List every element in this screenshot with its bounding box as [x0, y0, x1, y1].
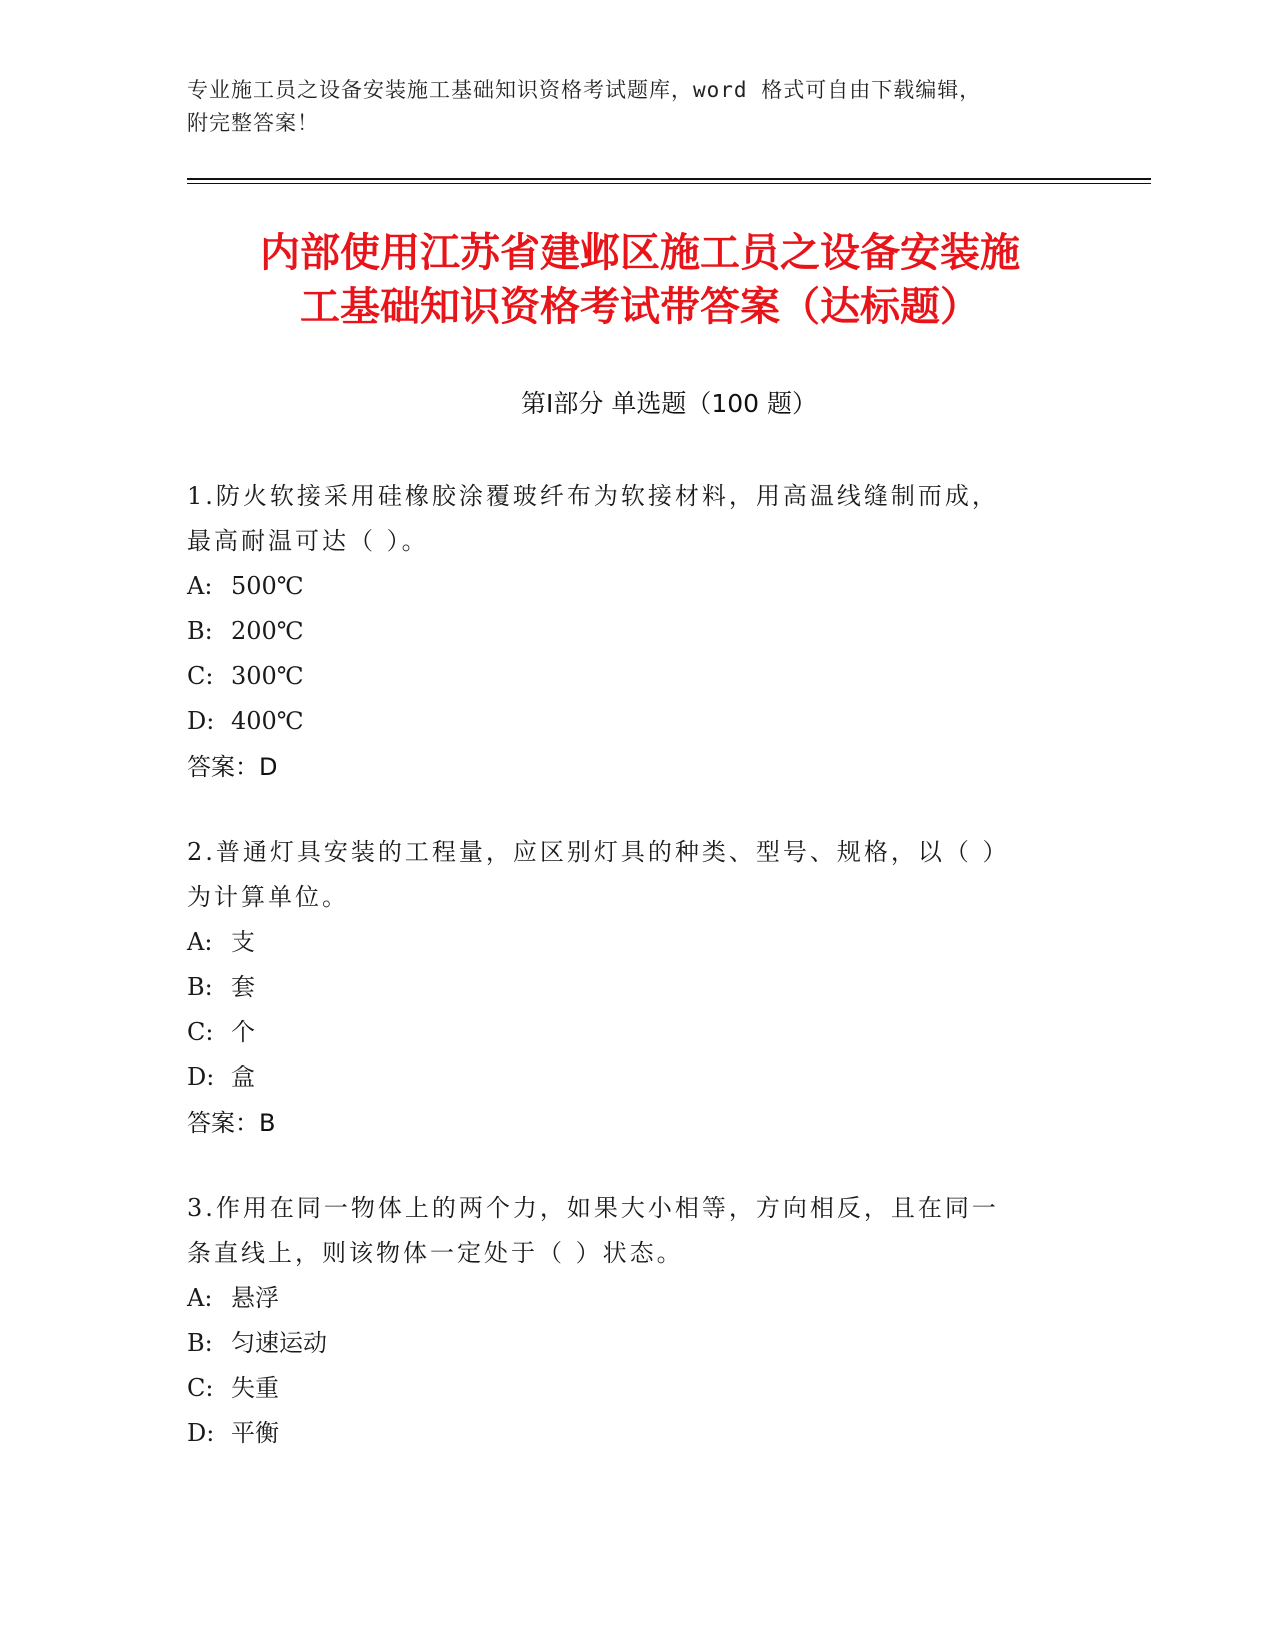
header-note-line: 专业施工员之设备安装施工基础知识资格考试题库，word 格式可自由下载编辑， [187, 78, 982, 102]
option-b [187, 609, 1087, 654]
question-stem-line: 3.作用在同一物体上的两个力，如果大小相等，方向相反，且在同一 [187, 1194, 999, 1222]
question-2 [187, 830, 1087, 1146]
option-a [187, 920, 1087, 965]
option-a [187, 564, 1087, 609]
option-letter: C: [187, 662, 214, 690]
option-letter: A: [187, 928, 213, 956]
option-text: 500℃ [231, 572, 304, 600]
question-stem-line: 条直线上，则该物体一定处于（ ）状态。 [187, 1239, 684, 1267]
option-text: 300℃ [231, 662, 304, 690]
document-title-line: 内部使用江苏省建邺区施工员之设备安装施 [260, 230, 1020, 276]
question-stem-line: 2.普通灯具安装的工程量，应区别灯具的种类、型号、规格，以（ ） [187, 838, 1010, 866]
option-b [187, 1321, 1087, 1366]
option-letter: B: [187, 617, 213, 645]
option-text: 盒 [231, 1063, 255, 1091]
option-letter: D: [187, 707, 215, 735]
header-note [187, 74, 1087, 140]
header-divider-thin [187, 183, 1151, 184]
question-stem [187, 1186, 1087, 1276]
option-text: 失重 [231, 1374, 279, 1402]
document-title [160, 226, 1120, 334]
document-title-line: 工基础知识资格考试带答案（达标题） [300, 284, 980, 330]
answer-line: 答案：B [187, 1109, 276, 1137]
header-divider [187, 178, 1151, 180]
option-text: 平衡 [231, 1419, 279, 1447]
option-letter: A: [187, 1284, 213, 1312]
question-3 [187, 1186, 1087, 1456]
question-stem [187, 474, 1087, 564]
option-letter: C: [187, 1374, 214, 1402]
option-a [187, 1276, 1087, 1321]
header-note-line: 附完整答案！ [187, 111, 319, 135]
option-text: 400℃ [231, 707, 304, 735]
option-d [187, 1411, 1087, 1456]
option-b [187, 965, 1087, 1010]
question-stem-line: 1.防火软接采用硅橡胶涂覆玻纤布为软接材料，用高温线缝制而成， [187, 482, 999, 510]
option-letter: D: [187, 1063, 215, 1091]
question-stem [187, 830, 1087, 920]
option-d [187, 1055, 1087, 1100]
option-c [187, 1366, 1087, 1411]
section-heading: 第Ⅰ部分 单选题（100 题） [521, 389, 817, 418]
option-letter: B: [187, 1329, 213, 1357]
question-stem-line: 最高耐温可达（ ）。 [187, 527, 429, 555]
option-letter: A: [187, 572, 213, 600]
option-d [187, 699, 1087, 744]
option-c [187, 1010, 1087, 1055]
option-text: 个 [231, 1018, 255, 1046]
option-text: 200℃ [231, 617, 304, 645]
option-letter: D: [187, 1419, 215, 1447]
option-c [187, 654, 1087, 699]
option-text: 套 [231, 973, 255, 1001]
option-letter: B: [187, 973, 213, 1001]
answer-line: 答案：D [187, 753, 278, 781]
question-list [187, 474, 1087, 1496]
option-text: 悬浮 [231, 1284, 279, 1312]
question-1 [187, 474, 1087, 790]
question-stem-line: 为计算单位。 [187, 883, 349, 911]
option-letter: C: [187, 1018, 214, 1046]
option-text: 匀速运动 [231, 1329, 327, 1357]
option-text: 支 [231, 928, 255, 956]
